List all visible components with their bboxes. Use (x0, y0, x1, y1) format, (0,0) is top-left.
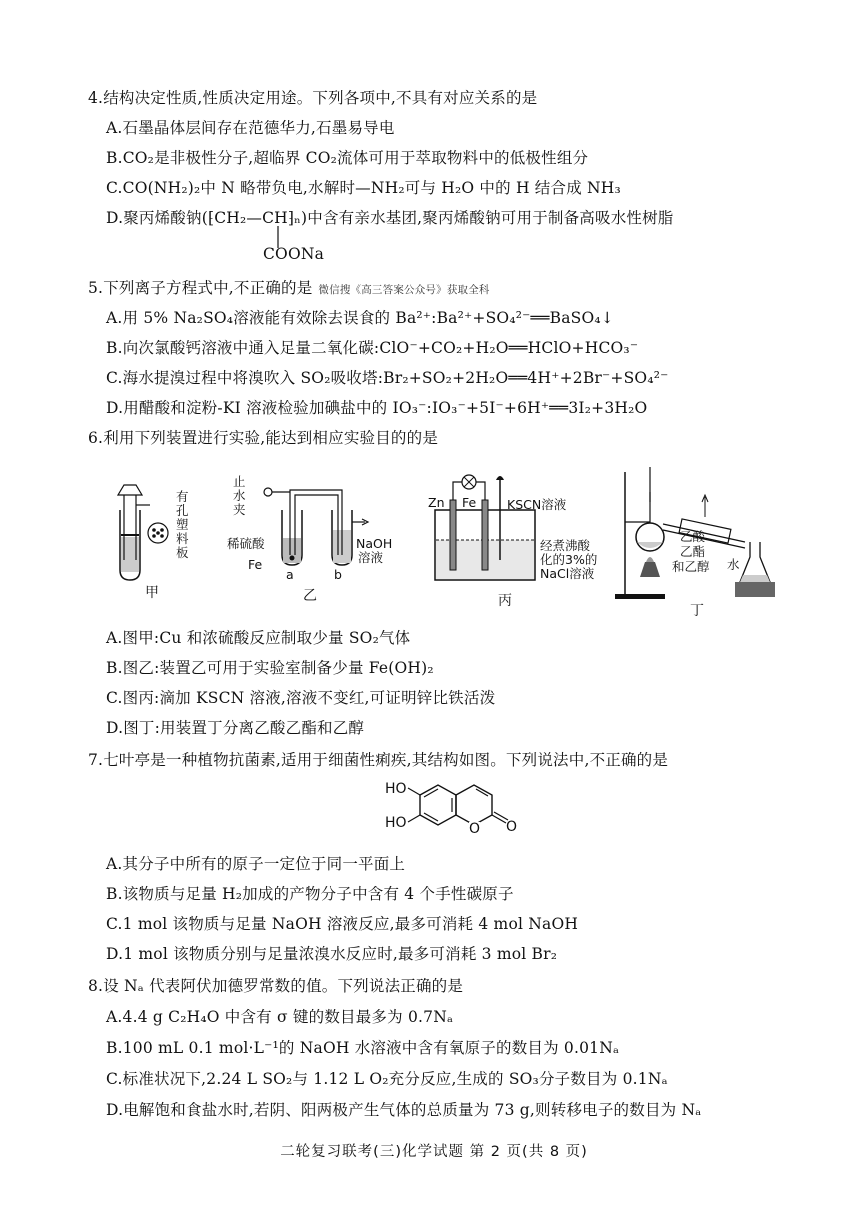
q7-ho-top: HO (385, 781, 407, 797)
bing-kscn-label: KSCN溶液 (507, 497, 567, 512)
q4-option-a: A.石墨晶体层间存在范德华力,石墨易导电 (106, 119, 395, 137)
yi-solution-label: 溶液 (358, 550, 384, 565)
bing-caption: 丙 (498, 593, 512, 609)
q7-option-d: D.1 mol 该物质分别与足量浓溴水反应时,最多可消耗 3 mol Br₂ (106, 945, 558, 963)
bing-fe-label: Fe (462, 495, 477, 510)
bing-solution-line3: NaCl溶液 (540, 566, 595, 581)
bing-solution-line1: 经煮沸酸 (540, 538, 591, 553)
jia-caption: 甲 (145, 585, 159, 601)
yi-clamp-label: 止水夹 (233, 474, 246, 517)
q5-option-b: B.向次氯酸钙溶液中通入足量二氧化碳:ClO⁻+CO₂+H₂O══HClO+HCO₃⁻ (106, 339, 639, 357)
q6-option-b: B.图乙:装置乙可用于实验室制备少量 Fe(OH)₂ (106, 659, 434, 677)
jia-plate-label: 有孔塑料板 (176, 489, 189, 560)
yi-a-label: a (286, 567, 294, 582)
q4-option-d: D.聚丙烯酸钠(⁅CH₂—CH⁆ₙ)中含有亲水基团,聚丙烯酸钠可用于制备高吸水性树脂 (106, 209, 674, 227)
yi-acid-label: 稀硫酸 (227, 536, 265, 551)
q5-option-d: D.用醋酸和淀粉-KI 溶液检验加碘盐中的 IO₃⁻:IO₃⁻+5I⁻+6H⁺══3I₂+3H₂O (106, 399, 648, 417)
q6-option-d: D.图丁:用装置丁分离乙酸乙酯和乙醇 (106, 719, 365, 737)
q5-stem-text: 5.下列离子方程式中,不正确的是 (88, 279, 313, 297)
q4-option-d-substituent: COONa (263, 245, 325, 263)
apparatus-yi (250, 470, 380, 585)
watermark-note: 微信搜《高三答案公众号》获取全科 (318, 284, 490, 296)
q7-option-c: C.1 mol 该物质与足量 NaOH 溶液反应,最多可消耗 4 mol NaOH (106, 915, 579, 933)
bing-solution-line2: 化的3%的 (540, 552, 598, 567)
q7-option-a: A.其分子中所有的原子一定位于同一平面上 (106, 855, 406, 873)
q6-option-a: A.图甲:Cu 和浓硫酸反应制取少量 SO₂气体 (106, 629, 411, 647)
q8-stem: 8.设 Nₐ 代表阿伏加德罗常数的值。下列说法正确的是 (88, 977, 464, 995)
ding-liquid-line2: 乙酯 (680, 544, 706, 559)
yi-naoh-label: NaOH (356, 536, 393, 551)
q7-ho-bottom: HO (385, 815, 407, 831)
q4-option-b: B.CO₂是非极性分子,超临界 CO₂流体可用于萃取物料中的低极性组分 (106, 149, 589, 167)
q4-option-c: C.CO(NH₂)₂中 N 略带负电,水解时—NH₂可与 H₂O 中的 H 结合成 NH₃ (106, 179, 621, 197)
q7-option-b: B.该物质与足量 H₂加成的产物分子中含有 4 个手性碳原子 (106, 885, 514, 903)
q8-option-c: C.标准状况下,2.24 L SO₂与 1.12 L O₂充分反应,生成的 SO₃分子数目为 0.1Nₐ (106, 1070, 668, 1088)
q8-option-a: A.4.4 g C₂H₄O 中含有 σ 键的数目最多为 0.7Nₐ (106, 1008, 454, 1026)
q6-option-c: C.图丙:滴加 KSCN 溶液,溶液不变红,可证明锌比铁活泼 (106, 689, 496, 707)
q6-stem: 6.利用下列装置进行实验,能达到相应实验目的的是 (88, 429, 439, 447)
q8-option-d: D.电解饱和食盐水时,若阴、阳两极产生气体的总质量为 73 g,则转移电子的数目为 Nₐ (106, 1101, 702, 1119)
ding-water-label: 水 (727, 557, 740, 572)
q7-stem: 7.七叶亭是一种植物抗菌素,适用于细菌性痢疾,其结构如图。下列说法中,不正确的是 (88, 751, 669, 769)
page-footer: 二轮复习联考(三)化学试题 第 2 页(共 8 页) (280, 1144, 588, 1160)
q8-option-b: B.100 mL 0.1 mol·L⁻¹的 NaOH 水溶液中含有氧原子的数目为 0.01Nₐ (106, 1039, 620, 1057)
q5-option-a: A.用 5% Na₂SO₄溶液能有效除去误食的 Ba²⁺:Ba²⁺+SO₄²⁻══BaSO₄↓ (106, 309, 614, 327)
q5-stem (88, 277, 490, 301)
ding-liquid-line1: 乙酸 (680, 529, 706, 544)
q7-keto-oxygen: O (506, 819, 518, 835)
yi-b-label: b (334, 567, 342, 582)
q4-stem: 4.结构决定性质,性质决定用途。下列各项中,不具有对应关系的是 (88, 89, 538, 107)
bing-zn-label: Zn (428, 495, 445, 510)
ding-caption: 丁 (690, 603, 704, 619)
q5-option-c: C.海水提溴过程中将溴吹入 SO₂吸收塔:Br₂+SO₂+2H₂O══4H⁺+2Br⁻+SO₄²⁻ (106, 369, 669, 387)
ding-liquid-line3: 和乙醇 (672, 559, 710, 574)
yi-fe-label: Fe (248, 557, 263, 572)
yi-caption: 乙 (303, 588, 317, 604)
q7-ring-oxygen: O (469, 821, 481, 837)
